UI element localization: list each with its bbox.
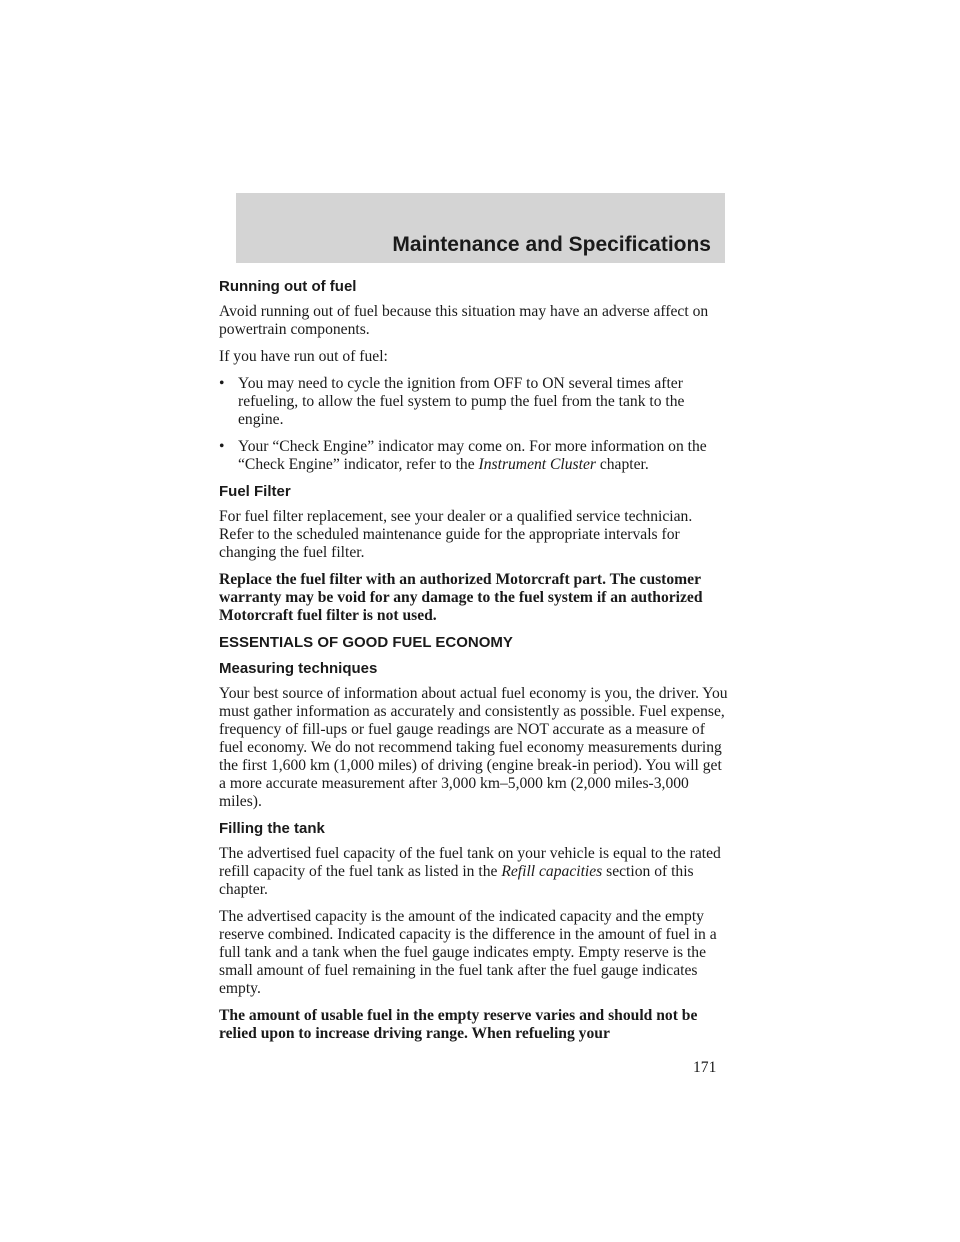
measuring-paragraph: Your best source of information about actual fuel economy is you, the driver. You must gather information as accurately and consistently as possible. Fuel expense, frequency of fill-ups or fuel gauge readings are NOT accurate as a measure of fuel economy. We do not recommend taking fuel economy measurements during the first 1,600 km (1,000 miles) of driving (engine break-in period). You will get a more accurate measurement after 3,000 km–5,000 km (2,000 miles-3,000 miles). — [219, 685, 728, 810]
heading-filling-the-tank: Filling the tank — [219, 820, 325, 837]
bullet-icon: • — [219, 375, 225, 392]
page-number: 171 — [693, 1059, 717, 1076]
chapter-header-band — [236, 193, 725, 263]
bullet-text-pre: Your “Check Engine” indicator may come on. For more information on the “Check Engine” indicator, refer to the — [238, 438, 707, 473]
running-out-paragraph-1: Avoid running out of fuel because this situation may have an adverse affect on powertrain components. — [219, 303, 709, 338]
filling-paragraph-2: The advertised capacity is the amount of the indicated capacity and the empty reserve combined. Indicated capacity is the difference in the amount of fuel in a full tank and a tank when the fuel gauge indicates empty. Empty reserve is the small amount of fuel remaining in the fuel tank after the fuel gauge indicates empty. — [219, 908, 717, 997]
heading-running-out-of-fuel: Running out of fuel — [219, 278, 357, 295]
running-out-paragraph-2: If you have run out of fuel: — [219, 348, 388, 365]
list-item — [219, 375, 729, 429]
heading-fuel-filter: Fuel Filter — [219, 483, 291, 500]
filling-text-post: section of this chapter. — [219, 863, 694, 898]
instrument-cluster-reference: Instrument Cluster — [478, 456, 596, 473]
fuel-filter-paragraph: For fuel filter replacement, see your dealer or a qualified service technician. Refer to the scheduled maintenance guide for the appropriate intervals for changing the fuel filter. — [219, 508, 693, 561]
fuel-filter-warning: Replace the fuel filter with an authorized Motorcraft part. The customer warranty may be void for any damage to the fuel system if an authorized Motorcraft fuel filter is not used. — [219, 571, 703, 624]
filling-paragraph-1 — [219, 845, 729, 899]
bullet-icon: • — [219, 438, 225, 455]
heading-essentials-fuel-economy: ESSENTIALS OF GOOD FUEL ECONOMY — [219, 634, 513, 651]
running-out-bullet-list — [219, 375, 729, 474]
heading-measuring-techniques: Measuring techniques — [219, 660, 378, 677]
bullet-text: You may need to cycle the ignition from OFF to ON several times after refueling, to allow the fuel system to pump the fuel from the tank to the engine. — [238, 375, 685, 428]
filling-warning: The amount of usable fuel in the empty reserve varies and should not be relied upon to increase driving range. When refueling your — [219, 1007, 698, 1042]
list-item — [219, 438, 729, 474]
page-content — [219, 278, 729, 1052]
chapter-title: Maintenance and Specifications — [392, 233, 711, 256]
filling-text-pre: The advertised fuel capacity of the fuel tank on your vehicle is equal to the rated refill capacity of the fuel tank as listed in the — [219, 845, 721, 880]
refill-capacities-reference: Refill capacities — [501, 863, 603, 880]
bullet-text-post: chapter. — [595, 456, 649, 473]
